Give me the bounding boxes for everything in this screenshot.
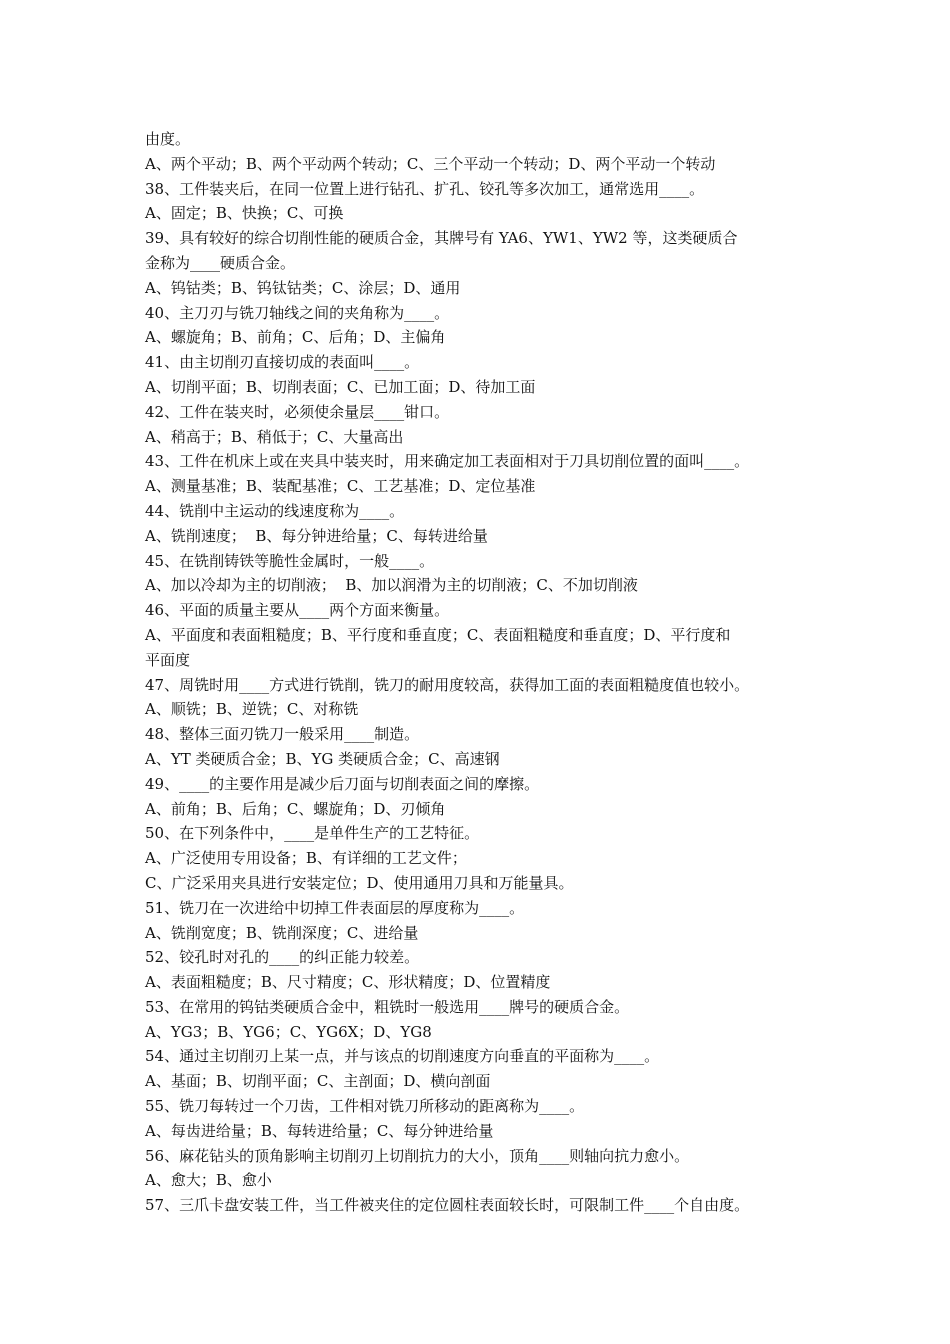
text-line: A、螺旋角；B、前角；C、后角；D、主偏角	[145, 328, 446, 347]
text-line: 平面度	[145, 650, 191, 669]
text-line: 55、铣刀每转过一个刀齿，工件相对铣刀所移动的距离称为____。	[145, 1097, 585, 1116]
text-line: 53、在常用的钨钴类硬质合金中，粗铣时一般选用____牌号的硬质合金。	[145, 997, 630, 1016]
text-line: A、加以冷却为主的切削液； B、加以润滑为主的切削液；C、不加切削液	[145, 576, 638, 595]
text-line: 57、三爪卡盘安装工件，当工件被夹住的定位圆柱表面较长时，可限制工件____个自由度。	[145, 1196, 750, 1215]
text-line: A、钨钴类；B、钨钛钴类；C、涂层；D、通用	[145, 278, 461, 297]
text-line: 38、工件装夹后，在同一位置上进行钻孔、扩孔、铰孔等多次加工，通常选用____。	[145, 179, 705, 198]
text-line: 45、在铣削铸铁等脆性金属时，一般____。	[145, 551, 435, 570]
text-line: 50、在下列条件中，____是单件生产的工艺特征。	[145, 824, 480, 843]
text-line: C、广泛采用夹具进行安装定位；D、使用通用刀具和万能量具。	[145, 873, 574, 892]
text-line: 44、铣削中主运动的线速度称为____。	[145, 501, 405, 520]
text-line: A、平面度和表面粗糙度；B、平行度和垂直度；C、表面粗糙度和垂直度；D、平行度和	[145, 625, 731, 644]
text-line: A、固定；B、快换；C、可换	[145, 204, 344, 223]
text-line: A、测量基准；B、装配基准；C、工艺基准；D、定位基准	[145, 477, 536, 496]
text-line: 40、主刀刃与铣刀轴线之间的夹角称为____。	[145, 303, 450, 322]
text-line: 金称为____硬质合金。	[145, 253, 296, 272]
text-line: A、YT 类硬质合金；B、YG 类硬质合金；C、高速钢	[145, 749, 500, 768]
text-line: 52、铰孔时对孔的____的纠正能力较差。	[145, 948, 420, 967]
text-line: A、广泛使用专用设备；B、有详细的工艺文件；	[145, 849, 467, 868]
text-line: A、前角；B、后角；C、螺旋角；D、刃倾角	[145, 799, 446, 818]
text-line: A、基面；B、切削平面；C、主剖面；D、横向剖面	[145, 1072, 491, 1091]
text-line: 46、平面的质量主要从____两个方面来衡量。	[145, 601, 450, 620]
text-line: A、表面粗糙度；B、尺寸精度；C、形状精度；D、位置精度	[145, 973, 551, 992]
text-line: A、两个平动；B、两个平动两个转动；C、三个平动一个转动；D、两个平动一个转动	[145, 154, 716, 173]
text-line: 39、具有较好的综合切削性能的硬质合金，其牌号有 YA6、YW1、YW2 等，这类硬质合	[145, 229, 738, 248]
text-line: 42、工件在装夹时，必须使余量层____钳口。	[145, 402, 450, 421]
text-line: 48、整体三面刃铣刀一般采用____制造。	[145, 725, 420, 744]
text-line: 49、____的主要作用是减少后刀面与切削表面之间的摩擦。	[145, 774, 540, 793]
text-line: 51、铣刀在一次进给中切掉工件表面层的厚度称为____。	[145, 898, 525, 917]
text-line: A、铣削宽度；B、铣削深度；C、进给量	[145, 923, 419, 942]
text-line: A、铣削速度； B、每分钟进给量；C、每转进给量	[145, 526, 488, 545]
text-line: 41、由主切削刃直接切成的表面叫____。	[145, 353, 420, 372]
text-line: 43、工件在机床上或在夹具中装夹时，用来确定加工表面相对于刀具切削位置的面叫____。	[145, 452, 750, 471]
document-body	[145, 127, 813, 1218]
text-line: 56、麻花钻头的顶角影响主切削刃上切削抗力的大小，顶角____则轴向抗力愈小。	[145, 1146, 690, 1165]
text-line: 47、周铣时用____方式进行铣削，铣刀的耐用度较高，获得加工面的表面粗糙度值也较小。	[145, 675, 750, 694]
text-line: A、YG3；B、YG6；C、YG6X；D、YG8	[145, 1022, 432, 1041]
text-line: A、稍高于；B、稍低于；C、大量高出	[145, 427, 404, 446]
text-line: A、每齿进给量；B、每转进给量；C、每分钟进给量	[145, 1121, 494, 1140]
text-line: A、顺铣；B、逆铣；C、对称铣	[145, 700, 359, 719]
text-line: 54、通过主切削刃上某一点，并与该点的切削速度方向垂直的平面称为____。	[145, 1047, 660, 1066]
text-line: 由度。	[145, 130, 191, 148]
text-line: A、切削平面；B、切削表面；C、已加工面；D、待加工面	[145, 377, 536, 396]
text-line: A、愈大；B、愈小	[145, 1171, 272, 1190]
